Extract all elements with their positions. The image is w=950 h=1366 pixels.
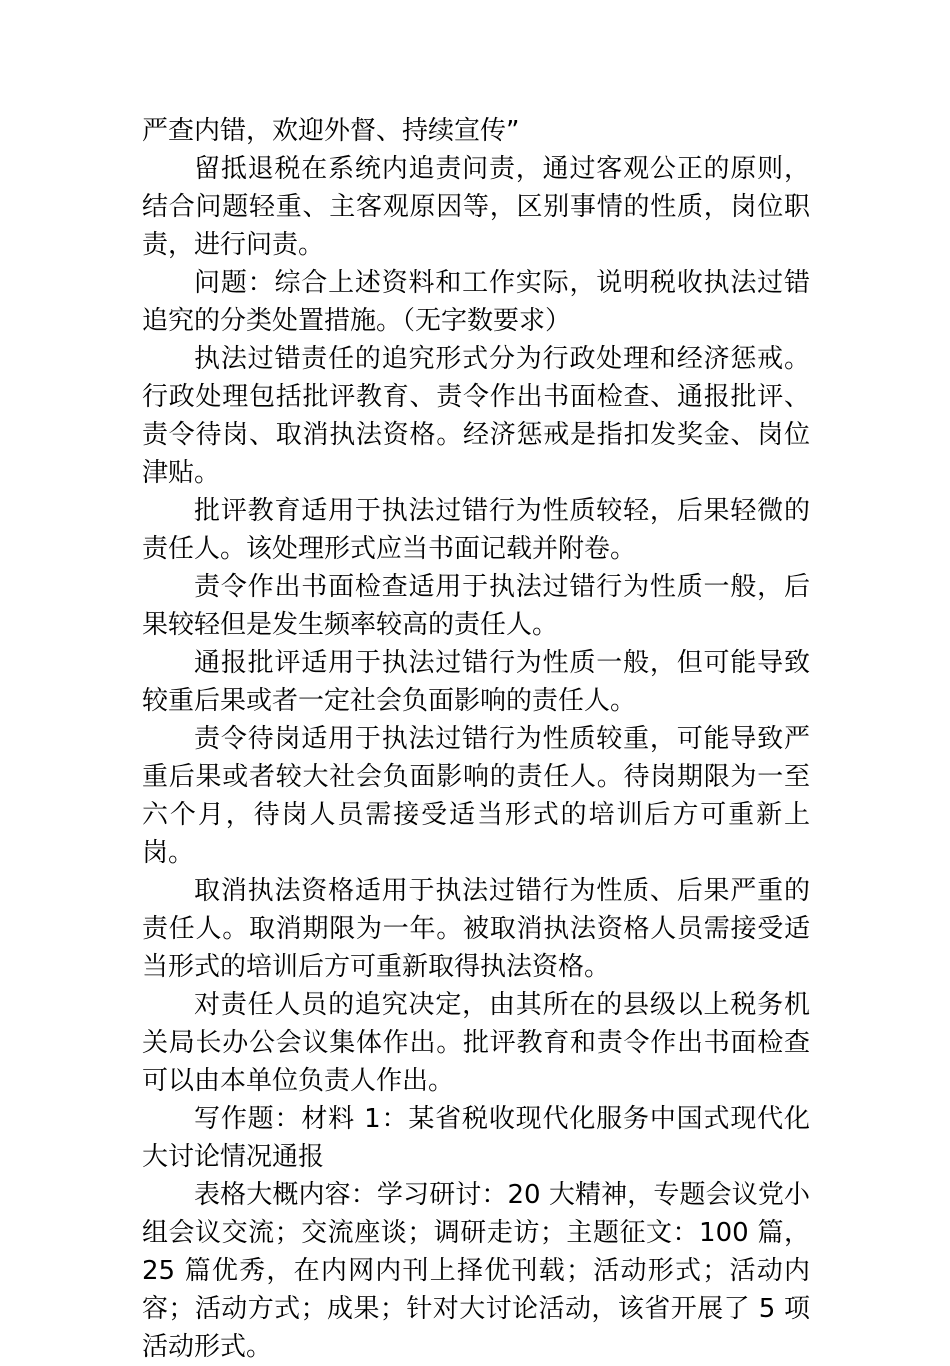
paragraph-2: 留抵退税在系统内追责问责，通过客观公正的原则，结合问题轻重、主客观原因等，区别事情的性质，岗位职责，进行问责。: [142, 154, 810, 260]
paragraph-6: 责令作出书面检查适用于执法过错行为性质一般，后果较轻但是发生频率较高的责任人。: [142, 572, 810, 640]
paragraph-5: 批评教育适用于执法过错行为性质较轻，后果轻微的责任人。该处理形式应当书面记载并附卷。: [142, 496, 810, 564]
paragraph-1: 严查内错，欢迎外督、持续宣传”: [142, 116, 520, 146]
paragraph-question: 问题：综合上述资料和工作实际，说明税收执法过错追究的分类处置措施。（无字数要求）: [142, 268, 810, 336]
paragraph-10: 对责任人员的追究决定，由其所在的县级以上税务机关局长办公会议集体作出。批评教育和责令作出书面检查可以由本单位负责人作出。: [142, 990, 810, 1096]
paragraph-12: 表格大概内容：学习研讨：20 大精神，专题会议党小组会议交流；交流座谈；调研走访；主题征文：100 篇，25 篇优秀，在内网内刊上择优刊载；活动形式；活动内容；活动方式；成果；针对大讨论活动，该省开展了 5 项活动形式。: [142, 1180, 810, 1362]
document-body: [142, 112, 810, 1366]
paragraph-writing-task: 写作题：材料 1：某省税收现代化服务中国式现代化大讨论情况通报: [142, 1104, 810, 1172]
paragraph-8: 责令待岗适用于执法过错行为性质较重，可能导致严重后果或者较大社会负面影响的责任人。待岗期限为一至六个月，待岗人员需接受适当形式的培训后方可重新上岗。: [142, 724, 810, 868]
paragraph-9: 取消执法资格适用于执法过错行为性质、后果严重的责任人。取消期限为一年。被取消执法资格人员需接受适当形式的培训后方可重新取得执法资格。: [142, 876, 810, 982]
paragraph-7: 通报批评适用于执法过错行为性质一般，但可能导致较重后果或者一定社会负面影响的责任人。: [142, 648, 810, 716]
paragraph-4: 执法过错责任的追究形式分为行政处理和经济惩戒。行政处理包括批评教育、责令作出书面检查、通报批评、责令待岗、取消执法资格。经济惩戒是指扣发奖金、岗位津贴。: [142, 344, 810, 488]
